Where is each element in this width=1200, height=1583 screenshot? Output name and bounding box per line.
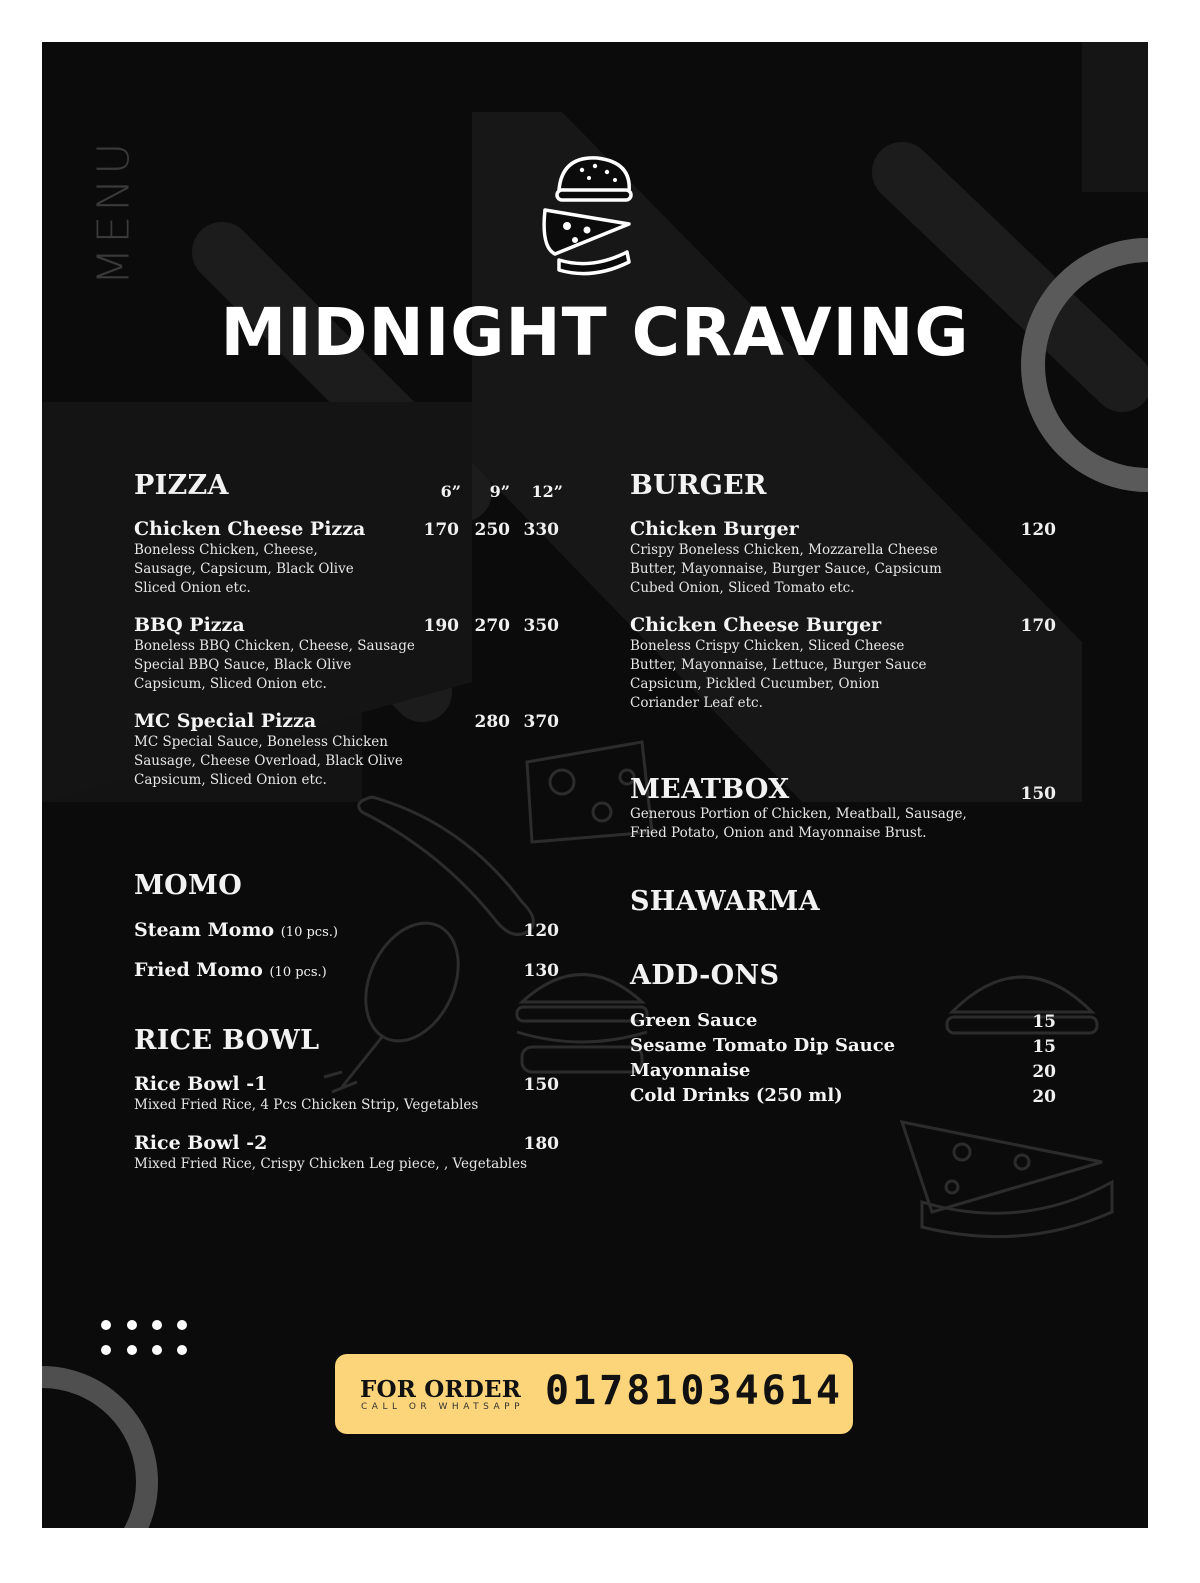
addon-item-price: 20 (1032, 1087, 1056, 1107)
addon-item-price: 20 (1032, 1062, 1056, 1082)
pizza-price-12: 350 (523, 616, 559, 636)
menu-side-label: MENU (88, 138, 140, 285)
rice-bowl-section-title: RICE BOWL (134, 1025, 320, 1056)
meatbox-desc: Generous Portion of Chicken, Meatball, Sausage, Fried Potato, Onion and Mayonnaise Brust. (630, 806, 967, 841)
rice-bowl-item-desc: Mixed Fried Rice, 4 Pcs Chicken Strip, Vegetables (134, 1097, 479, 1113)
addon-item-name: Green Sauce (630, 1010, 758, 1031)
pizza-price-9: 280 (474, 712, 510, 732)
momo-item-name: Steam Momo (10 pcs.) (134, 919, 338, 941)
restaurant-title: MIDNIGHT CRAVING (220, 294, 970, 371)
decorative-dots (99, 1318, 194, 1358)
pizza-price-6: 170 (423, 520, 459, 540)
addon-item-price: 15 (1032, 1037, 1056, 1057)
momo-section-title: MOMO (134, 870, 243, 901)
pizza-item-desc: Boneless Chicken, Cheese, Sausage, Capsicum, Black Olive Sliced Onion etc. (134, 542, 354, 596)
pizza-item-desc: MC Special Sauce, Boneless Chicken Sausage, Cheese Overload, Black Olive Capsicum, Sliced Onion etc. (134, 734, 403, 788)
pizza-section-title: PIZZA (134, 470, 229, 501)
momo-item-price: 120 (523, 921, 559, 941)
pizza-price-6: 190 (423, 616, 459, 636)
chicken-leg-doodle-icon (324, 908, 476, 1092)
pizza-item-name: Chicken Cheese Pizza (134, 518, 366, 540)
addon-item-name: Cold Drinks (250 ml) (630, 1085, 843, 1106)
pizza-slice-doodle-icon (902, 1122, 1102, 1212)
burger-pizza-logo-icon (537, 152, 637, 277)
size-header-6: 6” (440, 482, 461, 501)
order-phone-number[interactable]: 01781034614 (545, 1368, 843, 1414)
momo-item-name: Fried Momo (10 pcs.) (134, 959, 327, 981)
pizza-price-9: 250 (474, 520, 510, 540)
pizza-price-12: 330 (523, 520, 559, 540)
addon-item-name: Mayonnaise (630, 1060, 751, 1081)
sausage-doodle-icon (359, 797, 534, 934)
pizza-price-9: 270 (474, 616, 510, 636)
pizza-item-name: BBQ Pizza (134, 614, 245, 636)
burger-item-desc: Boneless Crispy Chicken, Sliced Cheese Butter, Mayonnaise, Lettuce, Burger Sauce Capsicum, Pickled Cucumber, Onion Coriander Leaf etc. (630, 638, 927, 711)
burger-section-title: BURGER (630, 470, 767, 501)
order-banner (335, 1354, 853, 1434)
menu-card (42, 42, 1148, 1528)
rice-bowl-item-desc: Mixed Fried Rice, Crispy Chicken Leg piece, , Vegetables (134, 1156, 528, 1172)
meatbox-price: 150 (1020, 784, 1056, 804)
size-header-9: 9” (489, 482, 510, 501)
burger-item-desc: Crispy Boneless Chicken, Mozzarella Cheese Butter, Mayonnaise, Burger Sauce, Capsicum Cubed Onion, Sliced Tomato etc. (630, 542, 942, 596)
addon-item-price: 15 (1032, 1012, 1056, 1032)
burger-item-name: Chicken Cheese Burger (630, 614, 882, 636)
rice-bowl-item-name: Rice Bowl -2 (134, 1132, 268, 1154)
momo-item-price: 130 (523, 961, 559, 981)
rice-bowl-item-price: 150 (523, 1075, 559, 1095)
rice-bowl-item-price: 180 (523, 1134, 559, 1154)
burger-item-price: 170 (1020, 616, 1056, 636)
addons-section-title: ADD-ONS (630, 960, 780, 991)
order-label: FOR ORDER (360, 1376, 522, 1403)
pizza-item-name: MC Special Pizza (134, 710, 317, 732)
burger-item-name: Chicken Burger (630, 518, 799, 540)
rice-bowl-item-name: Rice Bowl -1 (134, 1073, 268, 1095)
size-header-12: 12” (531, 482, 563, 501)
pizza-price-12: 370 (523, 712, 559, 732)
addon-item-name: Sesame Tomato Dip Sauce (630, 1035, 896, 1056)
burger-item-price: 120 (1020, 520, 1056, 540)
meatbox-section-title: MEATBOX (630, 774, 790, 805)
shawarma-section-title: SHAWARMA (630, 886, 820, 917)
order-subtitle: CALL OR WHATSAPP (361, 1402, 525, 1412)
pizza-item-desc: Boneless BBQ Chicken, Cheese, Sausage Special BBQ Sauce, Black Olive Capsicum, Sliced Onion etc. (134, 638, 415, 692)
